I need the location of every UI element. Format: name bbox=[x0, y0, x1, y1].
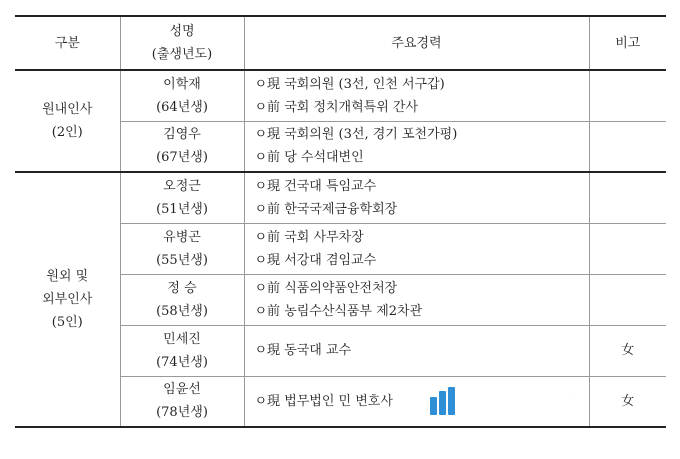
person-note: 女 bbox=[589, 376, 666, 427]
group-label-line: 원외 및 bbox=[46, 269, 89, 284]
header-name-label: 성명 bbox=[169, 24, 195, 39]
header-category: 구분 bbox=[15, 16, 120, 70]
person-birth: (51년생) bbox=[156, 201, 208, 217]
person-name: 정 승 bbox=[167, 280, 197, 296]
career-line: ㅇ現 국회의원 (3선, 경기 포천가평) bbox=[254, 127, 458, 143]
group-label-line: (2인) bbox=[51, 125, 83, 140]
header-career: 주요경력 bbox=[244, 16, 589, 70]
person-name-cell bbox=[120, 376, 244, 427]
person-note bbox=[589, 70, 666, 121]
group-label-outside bbox=[15, 172, 120, 427]
group-label-line: (5인) bbox=[51, 315, 83, 330]
table-row bbox=[15, 172, 666, 223]
person-name-cell bbox=[120, 121, 244, 172]
career-line: ㅇ現 동국대 교수 bbox=[254, 343, 352, 358]
person-career-cell bbox=[244, 223, 589, 274]
person-note: 女 bbox=[589, 325, 666, 376]
group-label-line: 외부인사 bbox=[42, 292, 93, 307]
person-name: 오정근 bbox=[163, 178, 201, 194]
person-career-cell bbox=[244, 325, 589, 376]
person-name-cell bbox=[120, 70, 244, 121]
table-row bbox=[15, 70, 666, 121]
person-career-cell bbox=[244, 172, 589, 223]
career-line: ㅇ前 국회 사무차장 bbox=[254, 229, 364, 245]
career-line: ㅇ現 건국대 특임교수 bbox=[254, 178, 377, 194]
person-name-cell bbox=[120, 274, 244, 325]
person-name-cell bbox=[120, 325, 244, 376]
person-career-cell bbox=[244, 70, 589, 121]
person-name: 임윤선 bbox=[163, 382, 201, 398]
economy-news-logo-icon bbox=[430, 387, 458, 415]
candidate-table bbox=[15, 15, 666, 428]
person-birth: (74년생) bbox=[156, 354, 208, 370]
person-name: 김영우 bbox=[163, 127, 201, 143]
person-name-cell bbox=[120, 172, 244, 223]
career-line: ㅇ現 법무법인 민 변호사 bbox=[254, 393, 393, 409]
header-name bbox=[120, 16, 244, 70]
person-note bbox=[589, 172, 666, 223]
header-birth-label: (출생년도) bbox=[151, 47, 213, 62]
header-note: 비고 bbox=[589, 16, 666, 70]
career-line: ㅇ前 식품의약품안전처장 bbox=[254, 280, 398, 296]
career-line: ㅇ現 서강대 겸임교수 bbox=[254, 252, 377, 268]
person-name: 이학재 bbox=[163, 76, 201, 92]
person-birth: (55년생) bbox=[156, 252, 208, 268]
table-header-row bbox=[15, 16, 666, 70]
person-name: 민세진 bbox=[163, 331, 201, 347]
person-note bbox=[589, 223, 666, 274]
person-name-cell bbox=[120, 223, 244, 274]
person-career-cell bbox=[244, 121, 589, 172]
person-career-cell bbox=[244, 274, 589, 325]
person-birth: (64년생) bbox=[156, 99, 208, 115]
group-label-inside bbox=[15, 70, 120, 172]
person-birth: (78년생) bbox=[156, 405, 208, 421]
career-line: ㅇ前 국회 정치개혁특위 간사 bbox=[254, 99, 419, 115]
watermark bbox=[430, 385, 582, 416]
person-birth: (67년생) bbox=[156, 150, 208, 166]
career-line: ㅇ前 농림수산식품부 제2차관 bbox=[254, 303, 423, 319]
career-line: ㅇ前 당 수석대변인 bbox=[254, 150, 364, 166]
group-label-line: 원내인사 bbox=[42, 102, 93, 117]
person-note bbox=[589, 274, 666, 325]
career-line: ㅇ現 국회의원 (3선, 인천 서구갑) bbox=[254, 76, 445, 92]
watermark-text: 이코노미뉴스 bbox=[460, 390, 582, 415]
person-birth: (58년생) bbox=[156, 303, 208, 319]
career-line: ㅇ前 한국국제금융학회장 bbox=[254, 201, 398, 217]
person-name: 유병곤 bbox=[163, 229, 201, 245]
person-note bbox=[589, 121, 666, 172]
